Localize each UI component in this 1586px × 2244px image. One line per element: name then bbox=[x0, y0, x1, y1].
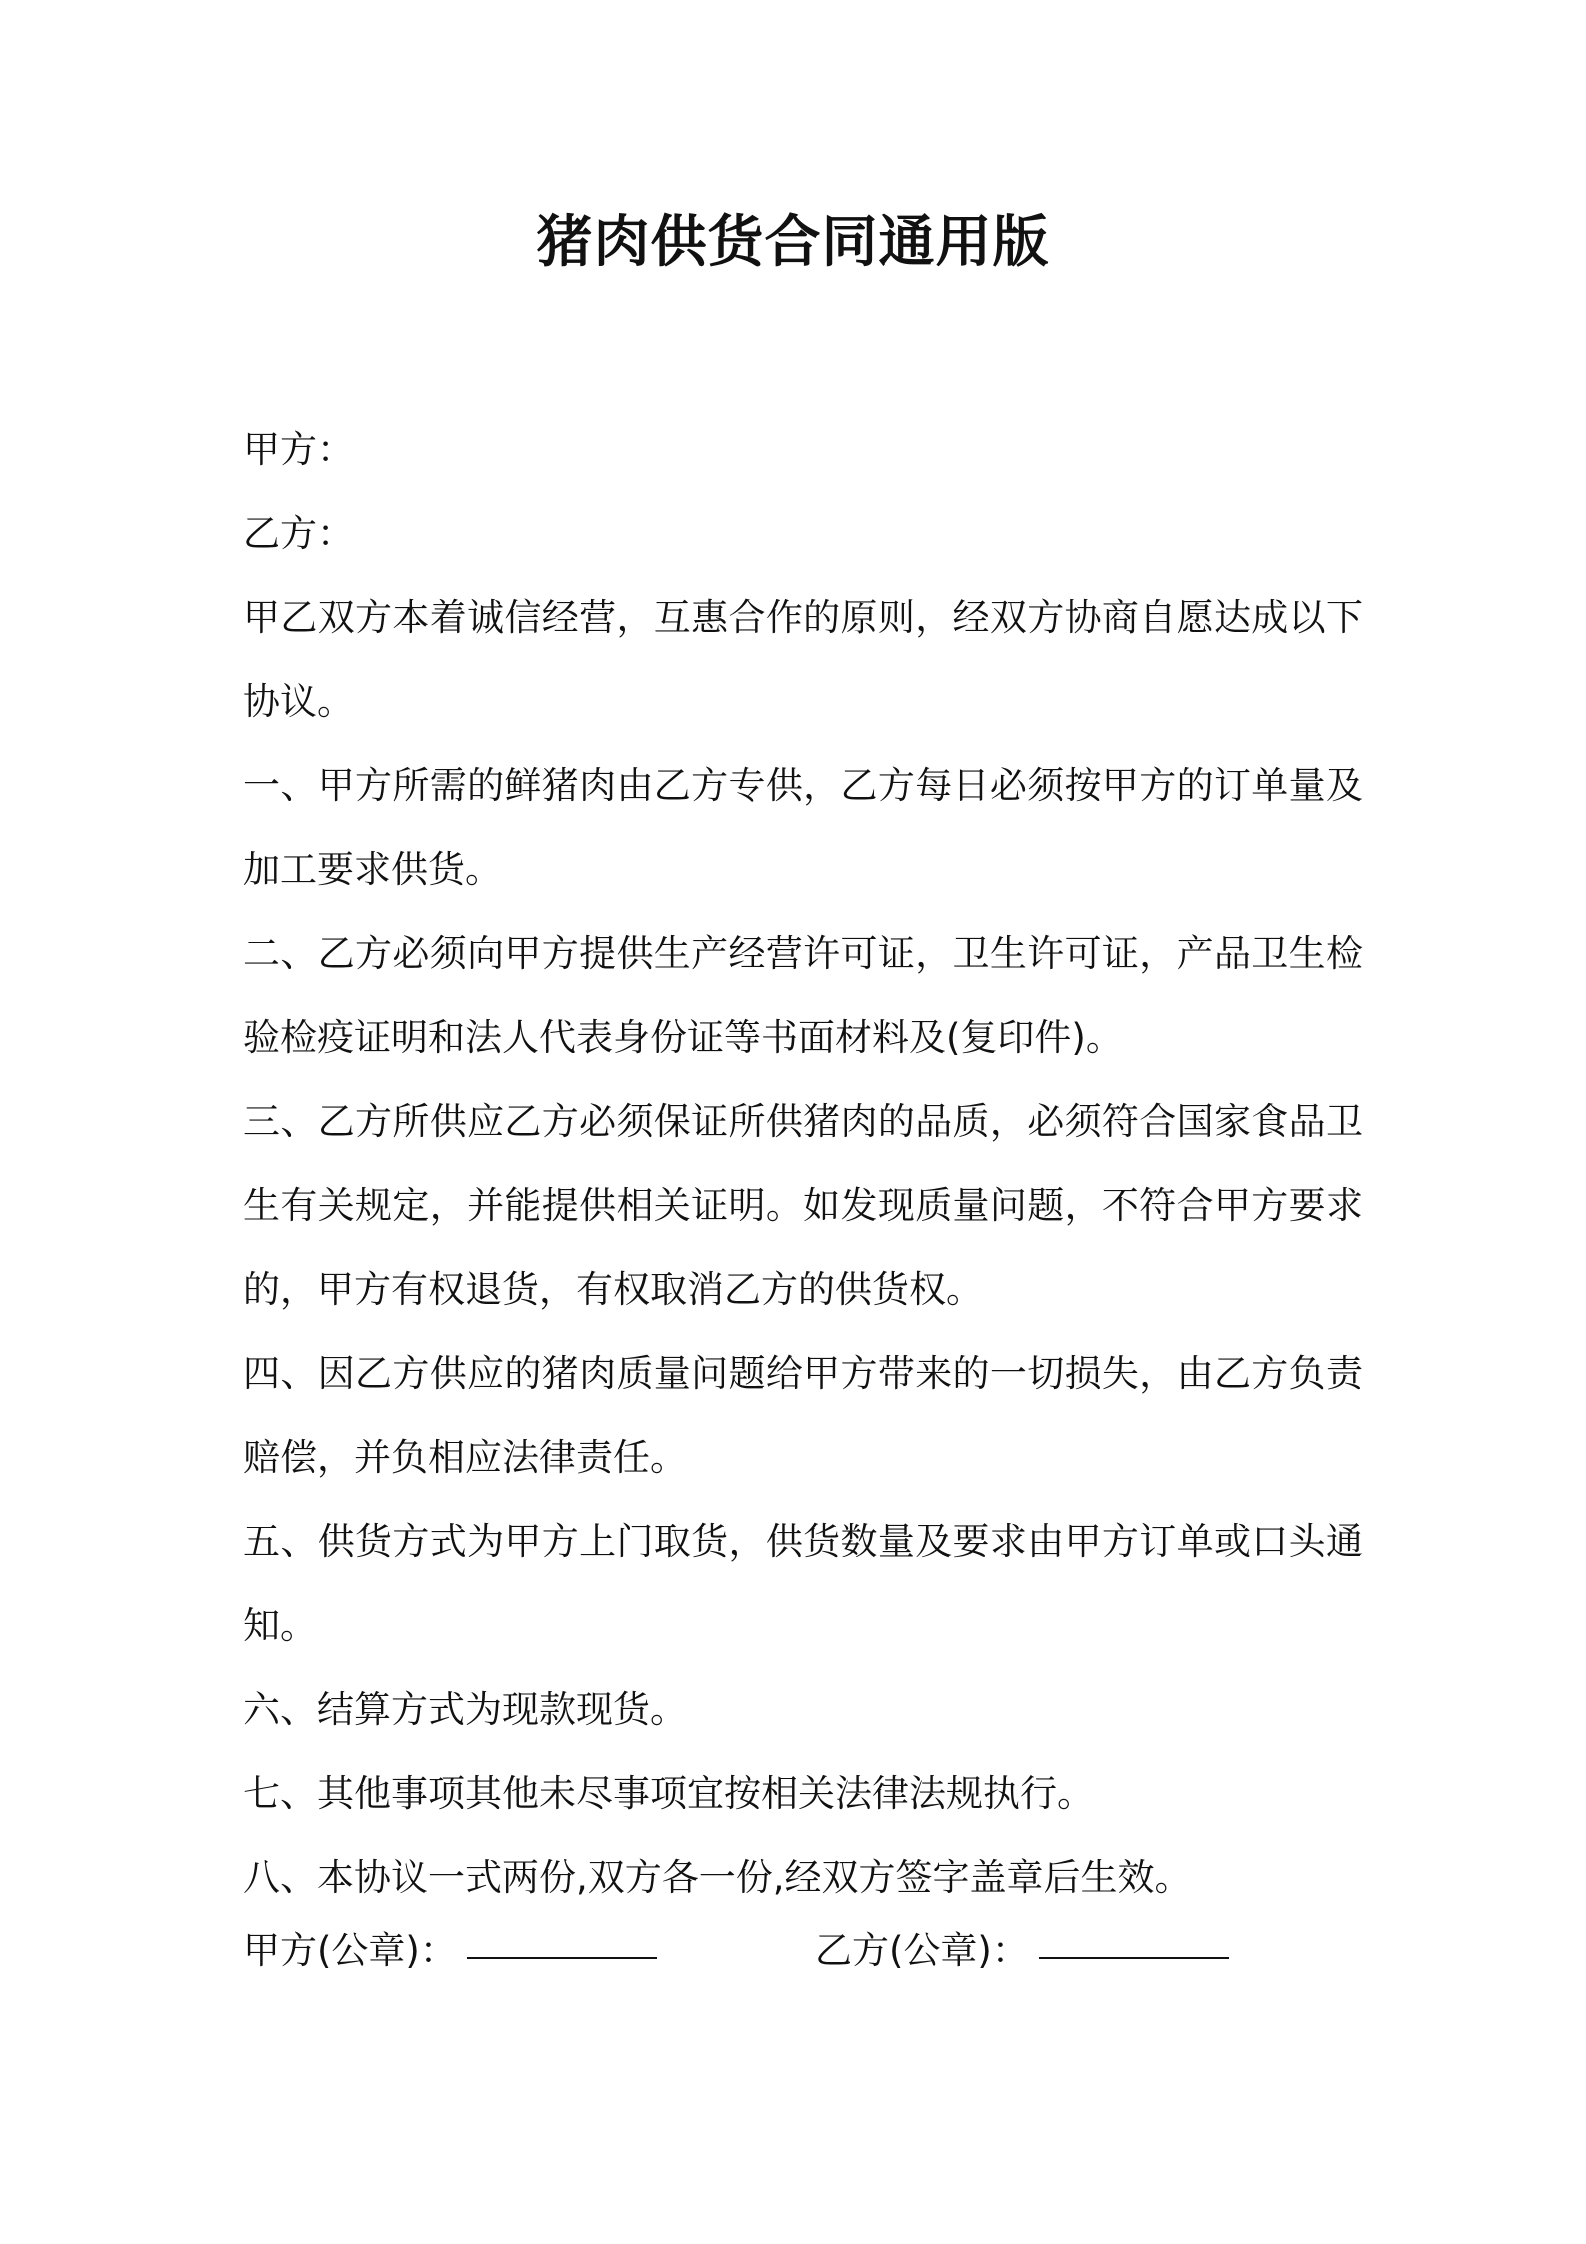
party-a-signature bbox=[243, 1905, 657, 1993]
clause-5: 五、供货方式为甲方上门取货，供货数量及要求由甲方订单或口头通知。 bbox=[243, 1520, 1363, 1647]
clause-6: 六、结算方式为现款现货。 bbox=[243, 1688, 687, 1731]
clause-4: 四、因乙方供应的猪肉质量问题给甲方带来的一切损失，由乙方负责赔偿，并负相应法律责任。 bbox=[243, 1352, 1363, 1479]
party-a-seal-label: 甲方(公章)： bbox=[243, 1929, 457, 1972]
party-b-signature-line bbox=[1039, 1901, 1229, 1959]
party-a-line: 甲方： bbox=[243, 428, 354, 471]
clause-3: 三、乙方所供应乙方必须保证所供猪肉的品质，必须符合国家食品卫生有关规定，并能提供相关证明。如发现质量问题，不符合甲方要求的，甲方有权退货，有权取消乙方的供货权。 bbox=[243, 1100, 1363, 1311]
party-b-line: 乙方： bbox=[243, 512, 354, 555]
preamble-paragraph: 甲乙双方本着诚信经营，互惠合作的原则，经双方协商自愿达成以下协议。 bbox=[243, 596, 1363, 723]
party-a-signature-line bbox=[467, 1901, 657, 1959]
party-b-signature bbox=[815, 1905, 1229, 1993]
document-body bbox=[243, 408, 1363, 1920]
party-b-seal-label: 乙方(公章)： bbox=[815, 1929, 1029, 1972]
clause-8: 八、本协议一式两份,双方各一份,经双方签字盖章后生效。 bbox=[243, 1856, 1192, 1899]
signature-row bbox=[243, 1905, 1363, 1989]
document-title: 猪肉供货合同通用版 bbox=[536, 210, 1050, 275]
clause-2: 二、乙方必须向甲方提供生产经营许可证，卫生许可证，产品卫生检验检疫证明和法人代表身份证等书面材料及(复印件)。 bbox=[243, 932, 1363, 1059]
clause-7: 七、其他事项其他未尽事项宜按相关法律法规执行。 bbox=[243, 1772, 1094, 1815]
clause-1: 一、甲方所需的鲜猪肉由乙方专供，乙方每日必须按甲方的订单量及加工要求供货。 bbox=[243, 764, 1363, 891]
